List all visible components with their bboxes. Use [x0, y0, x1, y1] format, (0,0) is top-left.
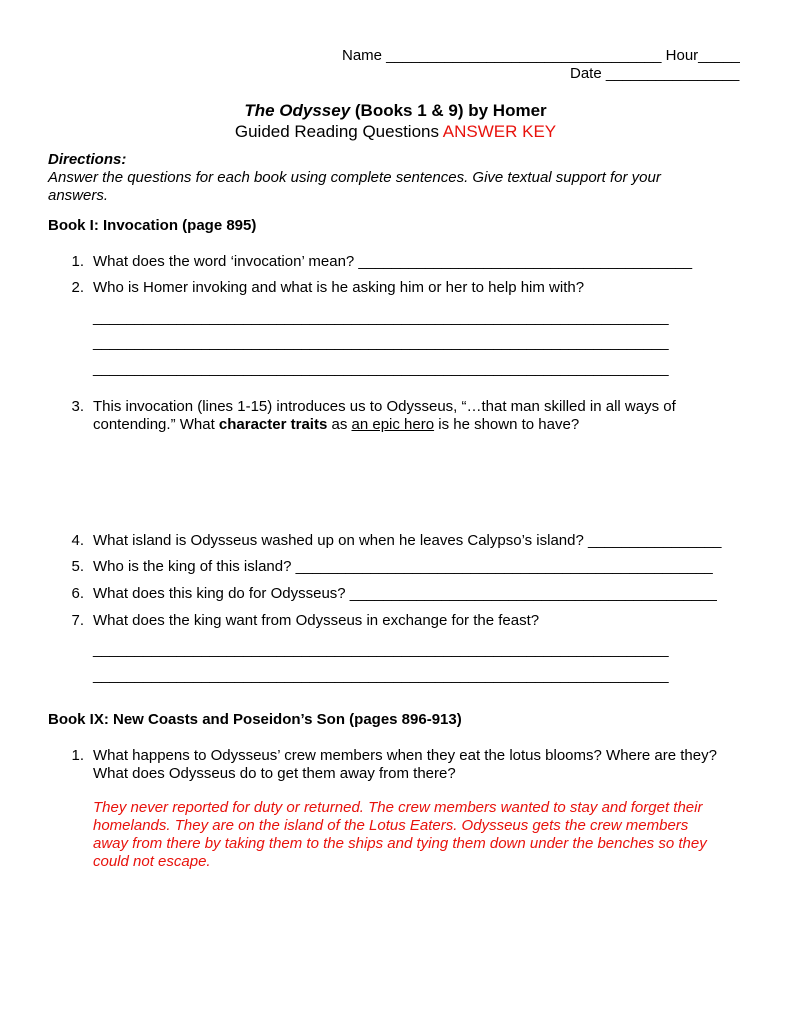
page-title [0, 101, 791, 121]
answer-blank-line[interactable]: _____________________________________________________________________ [93, 641, 669, 658]
book9-heading: Book IX: New Coasts and Poseidon’s Son (pages 896-913) [48, 711, 462, 728]
directions-line-1: Answer the questions for each book using complete sentences. Give textual support for your [48, 169, 661, 186]
book1-question-3-line-2 [93, 416, 579, 434]
answer-text-line: They never reported for duty or returned. The crew members wanted to stay and forget their [93, 799, 703, 816]
book1-heading: Book I: Invocation (page 895) [48, 217, 257, 234]
answer-blank-line[interactable]: _____________________________________________________________________ [93, 334, 669, 351]
question-number: 1. [71, 253, 84, 270]
date-line: Date ________________ [570, 65, 740, 82]
book1-question-2: Who is Homer invoking and what is he asking him or her to help him with? [93, 279, 585, 296]
question-number: 7. [71, 612, 84, 629]
question-number: 2. [71, 279, 84, 296]
book1-question-3-line-1: This invocation (lines 1-15) introduces us to Odysseus, “…that man skilled in all ways of [93, 398, 676, 415]
question-number: 3. [71, 398, 84, 415]
answer-key-label: ANSWER KEY [442, 122, 557, 141]
directions-heading: Directions: [48, 151, 127, 168]
page-subtitle [0, 122, 791, 142]
book1-question-1: What does the word ‘invocation’ mean? ________________________________________ [93, 253, 693, 270]
book1-question-7: What does the king want from Odysseus in exchange for the feast? [93, 612, 540, 629]
title-work: The Odyssey [244, 101, 351, 120]
directions-line-2: answers. [48, 187, 109, 204]
q3-text-a: contending.” What [93, 416, 219, 433]
book1-question-5: Who is the king of this island? __________________________________________________ [93, 558, 713, 575]
answer-text-line: away from there by taking them to the ships and tying them down under the benches so they [93, 835, 707, 852]
question-number: 4. [71, 532, 84, 549]
question-number: 1. [71, 747, 84, 764]
answer-blank-line[interactable]: _____________________________________________________________________ [93, 360, 669, 377]
name-hour-line: Name _________________________________ Hour_____ [342, 47, 740, 64]
q3-text-e: is he shown to have? [434, 416, 580, 433]
answer-blank-line[interactable]: _____________________________________________________________________ [93, 309, 669, 326]
book1-question-4: What island is Odysseus washed up on when he leaves Calypso’s island? ________________ [93, 532, 722, 549]
book9-question-1-line-1: What happens to Odysseus’ crew members when they eat the lotus blooms? Where are they? [93, 747, 717, 764]
q3-character-traits: character traits [218, 416, 328, 433]
subtitle-main: Guided Reading Questions [234, 122, 443, 141]
book1-question-6: What does this king do for Odysseus? ____________________________________________ [93, 585, 717, 602]
answer-blank-line[interactable]: _____________________________________________________________________ [93, 667, 669, 684]
answer-text-line: could not escape. [93, 853, 211, 870]
question-number: 6. [71, 585, 84, 602]
book9-question-1-line-2: What does Odysseus do to get them away from there? [93, 765, 456, 782]
question-number: 5. [71, 558, 84, 575]
title-rest: (Books 1 & 9) by Homer [350, 101, 547, 120]
q3-epic-hero: an epic hero [351, 416, 435, 433]
answer-text-line: homelands. They are on the island of the Lotus Eaters. Odysseus gets the crew members [93, 817, 689, 834]
q3-text-c: as [327, 416, 352, 433]
